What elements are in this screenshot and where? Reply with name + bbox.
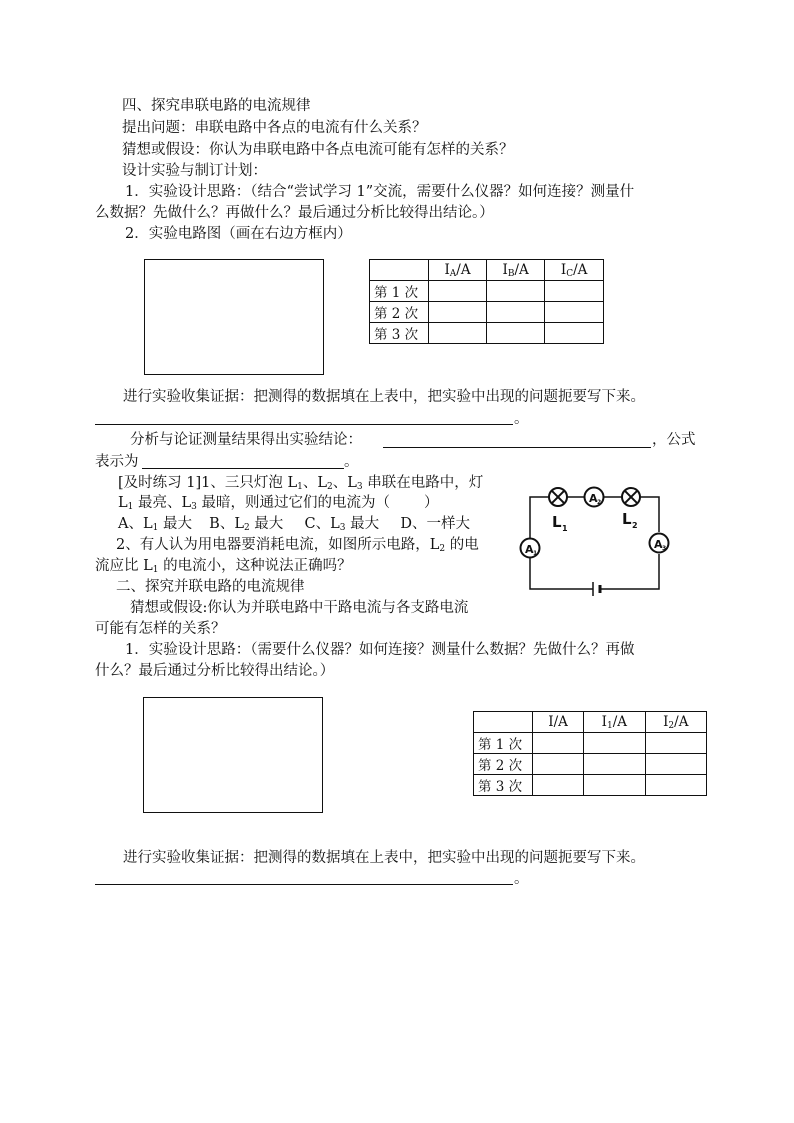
- row-label: 第 1 次: [474, 733, 533, 754]
- data-cell[interactable]: [584, 754, 645, 775]
- lamp-l2-icon: [622, 488, 640, 506]
- parallel-collect-text: 进行实验收集证据：把测得的数据填在上表中，把实验中出现的问题扼要写下来。: [123, 850, 645, 866]
- series-diagram-box[interactable]: [144, 259, 324, 375]
- option-a[interactable]: A、$L_1$ 最大: [118, 516, 192, 533]
- ammeter-a3-icon: [650, 534, 669, 553]
- step2-text: 2．实验电路图（画在右边方框内）: [125, 226, 352, 242]
- a1-label: A: [525, 543, 534, 556]
- header-ia: $I_A/A$: [429, 260, 487, 281]
- header-i1: $I_1/A$: [584, 712, 645, 733]
- exercise-q1-line2: $L_1$ 最亮、$L_3$ 最暗，则通过它们的电流为（ ）: [118, 495, 439, 512]
- data-cell[interactable]: [533, 775, 584, 796]
- table-row: [370, 323, 604, 344]
- step1-line2: 么数据？先做什么？再做什么？最后通过分析比较得出结论。）: [95, 205, 494, 221]
- formula-period: 。: [344, 454, 359, 470]
- a3-sub: 3: [662, 545, 667, 552]
- data-cell[interactable]: [545, 302, 604, 323]
- data-cell[interactable]: [584, 733, 645, 754]
- parallel-diagram-box[interactable]: [143, 697, 323, 813]
- exercise-q1-line1: [及时练习 1]1、三只灯泡 $L_1$、$L_2$、$L_3$ 串联在电路中，灯: [118, 475, 484, 492]
- data-cell[interactable]: [645, 775, 706, 796]
- data-cell[interactable]: [533, 754, 584, 775]
- parallel-period: 。: [514, 871, 529, 887]
- conclusion-blank[interactable]: [383, 446, 651, 448]
- lamp-l2-label: L: [622, 510, 632, 528]
- parallel-answer-line[interactable]: [95, 883, 513, 885]
- parallel-hypothesis-line1: 猜想或假设:你认为并联电路中干路电流与各支路电流: [130, 600, 469, 616]
- table-row: [370, 281, 604, 302]
- step1-line1: 1．实验设计思路：（结合“尝试学习 1”交流，需要什么仪器？如何连接？测量什: [125, 184, 635, 200]
- data-cell[interactable]: [487, 281, 545, 302]
- option-c[interactable]: C、$L_3$ 最大: [304, 516, 380, 533]
- row-label: 第 3 次: [474, 775, 533, 796]
- ammeter-a2-icon: [585, 488, 604, 507]
- section-heading-series: 四、探究串联电路的电流规律: [122, 98, 311, 114]
- exercise-q2-line2: 流应比 $L_1$ 的电流小，这种说法正确吗？: [95, 558, 352, 575]
- table-corner-cell: [474, 712, 533, 733]
- data-cell[interactable]: [487, 323, 545, 344]
- period: 。: [514, 411, 529, 427]
- row-label: 第 2 次: [474, 754, 533, 775]
- circuit-wires: [530, 497, 659, 589]
- series-data-table: [369, 259, 604, 344]
- data-cell[interactable]: [487, 302, 545, 323]
- plan-text: 设计实验与制订计划：: [122, 163, 267, 179]
- parallel-step1-line1: 1．实验设计思路：（需要什么仪器？如何连接？测量什么数据？先做什么？再做: [125, 642, 635, 658]
- table-row: [474, 775, 707, 796]
- row-label: 第 1 次: [370, 281, 429, 302]
- parallel-step1-line2: 什么？最后通过分析比较得出结论。）: [95, 663, 335, 679]
- a1-sub: 1: [533, 550, 538, 557]
- data-cell[interactable]: [584, 775, 645, 796]
- table-row: [474, 754, 707, 775]
- data-cell[interactable]: [545, 281, 604, 302]
- parallel-data-table: [473, 711, 707, 796]
- a3-label: A: [654, 538, 663, 551]
- conclusion-label: 分析与论证测量结果得出实验结论：: [130, 432, 362, 448]
- question-text: 提出问题：串联电路中各点的电流有什么关系？: [122, 120, 427, 136]
- option-d[interactable]: D、一样大: [400, 516, 470, 532]
- data-cell[interactable]: [429, 302, 487, 323]
- data-cell[interactable]: [429, 281, 487, 302]
- section-heading-parallel: 二、探究并联电路的电流规律: [116, 579, 305, 595]
- a2-label: A: [589, 492, 598, 505]
- row-label: 第 3 次: [370, 323, 429, 344]
- parallel-hypothesis-line2: 可能有怎样的关系？: [95, 621, 226, 637]
- table-row: [474, 733, 707, 754]
- header-ic: $I_C/A$: [545, 260, 604, 281]
- collect-evidence-text: 进行实验收集证据：把测得的数据填在上表中，把实验中出现的问题扼要写下来。: [123, 389, 645, 405]
- row-label: 第 2 次: [370, 302, 429, 323]
- hypothesis-text: 猜想或假设：你认为串联电路中各点电流可能有怎样的关系？: [122, 142, 514, 158]
- data-cell[interactable]: [645, 733, 706, 754]
- a2-sub: 2: [597, 499, 602, 506]
- data-cell[interactable]: [533, 733, 584, 754]
- data-cell[interactable]: [429, 323, 487, 344]
- table-row: [370, 302, 604, 323]
- lamp-l1-icon: [549, 488, 567, 506]
- table-corner-cell: [370, 260, 429, 281]
- formula-suffix: ，公式: [652, 432, 696, 448]
- series-circuit-diagram: [516, 482, 678, 602]
- header-i2: $I_2/A$: [645, 712, 706, 733]
- data-cell[interactable]: [545, 323, 604, 344]
- option-b[interactable]: B、$L_2$ 最大: [209, 516, 284, 533]
- answer-line[interactable]: [95, 423, 513, 425]
- lamp-l1-label: L: [552, 513, 562, 531]
- lamp-l1-sub: 1: [562, 524, 568, 533]
- header-i: I/A: [533, 712, 584, 733]
- data-cell[interactable]: [645, 754, 706, 775]
- exercise-q2-line1: 2、有人认为用电器要消耗电流，如图所示电路，$L_2$ 的电: [116, 537, 479, 554]
- lamp-l2-sub: 2: [632, 521, 638, 530]
- header-ib: $I_B/A$: [487, 260, 545, 281]
- ammeter-a1-icon: [521, 539, 540, 558]
- formula-label: 表示为: [95, 454, 139, 470]
- formula-blank[interactable]: [142, 467, 344, 469]
